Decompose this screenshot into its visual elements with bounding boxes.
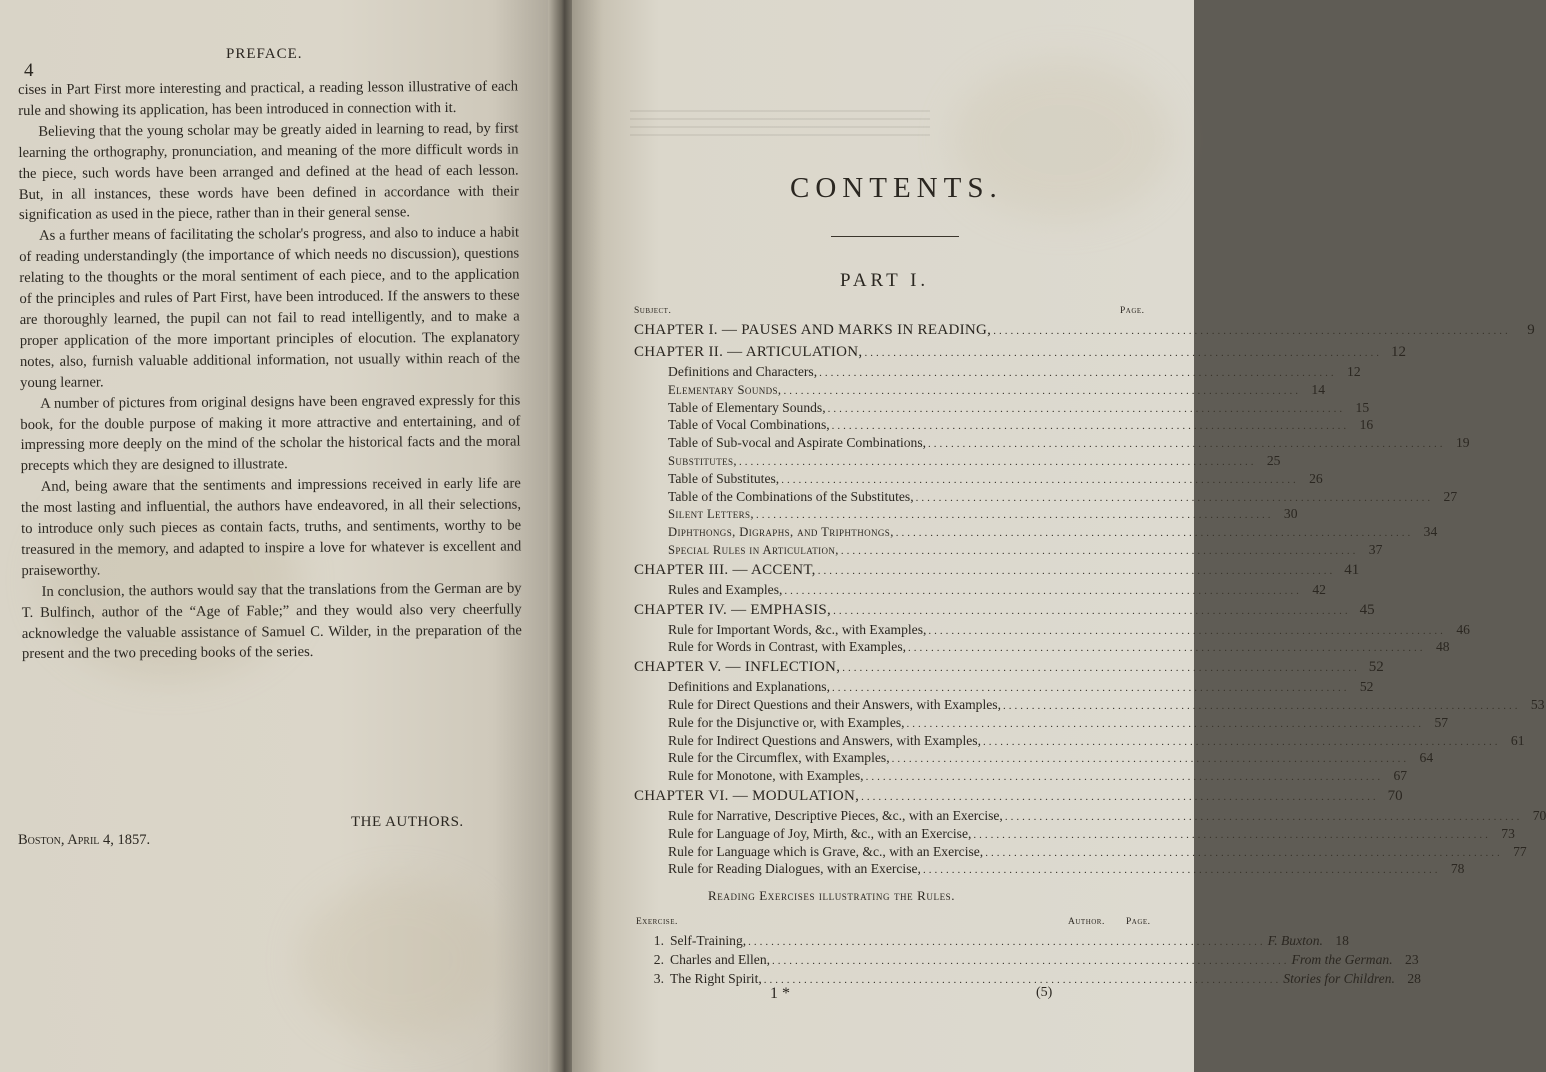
subject-column-label: Subject. [634,306,672,316]
toc-chapter [634,786,1403,808]
exercise-title: Self-Training, [670,933,747,948]
exercise-author: F. Buxton. [1267,933,1323,948]
dot-leader: .......................................................................................... [840,544,1359,557]
toc-entry-title: Rule for Language which is Grave, &c., with an Exercise, [668,843,984,859]
toc-entry [634,524,1438,542]
signature-mark: 1 * [770,985,790,1002]
exercise-page: 23 [1405,952,1419,967]
toc-entry-page: 42 [1312,581,1326,597]
toc-chapter [634,342,1406,364]
toc-entry [634,435,1470,453]
toc-entry-title: Definitions and Characters, [668,364,818,379]
toc-entry-title: Rule for Words in Contrast, with Examples, [668,639,907,655]
toc-entry-page: 78 [1450,861,1465,877]
toc-entry-page: 73 [1501,825,1515,841]
toc-entry-title: Rule for the Disjunctive or, with Examples, [668,714,905,730]
toc-entry [634,768,1408,786]
dot-leader: .......................................................................................... [819,367,1337,379]
toc-entry-title: Diphthongs, Digraphs, and Triphthongs, [668,525,894,540]
dot-leader: .......................................................................................... [784,584,1302,597]
toc-entry-title: Table of Sub-vocal and Aspirate Combinations, [668,435,927,451]
toc-chapter [634,560,1360,582]
exercise-author: Stories for Children. [1283,971,1395,986]
toc-entry-page: 57 [1434,714,1449,730]
folio: (5) [1036,985,1053,1000]
toc-entry-title: Table of Substitutes, [668,470,780,486]
toc-entry [634,861,1465,879]
dot-leader: .......................................................................................... [982,735,1501,748]
exercise-title: The Right Spirit, [670,971,762,986]
dot-leader: .......................................................................................... [772,955,1290,967]
toc-entry-title: Silent Letters, [668,507,754,522]
toc-entry-page: 53 [1530,696,1545,712]
dot-leader: .......................................................................................... [748,936,1266,948]
toc-entry [634,417,1374,435]
dot-leader: .......................................................................................... [906,717,1425,730]
toc-entry-title: Table of Vocal Combinations, [668,417,830,433]
toc-entry-title: Rule for Reading Dialogues, with an Exercise, [668,861,921,877]
dot-leader: .......................................................................................... [833,604,1351,617]
toc-chapter-page: 70 [1387,787,1403,804]
toc-entry-title: Rule for Important Words, &c., with Examples, [668,621,927,637]
toc-chapter [634,320,1535,342]
dot-leader: .......................................................................................... [842,662,1360,675]
exercise-row [640,970,1421,989]
toc-entry-title: Rule for Language of Joy, Mirth, &c., with an Exercise, [668,825,972,841]
exercise-column-label: Exercise. [636,917,678,927]
dot-leader: .......................................................................................... [817,564,1336,577]
exercise-row [640,951,1419,970]
toc-entry-title: Table of the Combinations of the Substitutes, [668,488,914,504]
exercise-list [640,932,1421,989]
dot-leader: .......................................................................................... [831,420,1350,433]
toc-chapter-page: 45 [1359,601,1375,618]
toc-entry-title: Elementary Sounds, [668,382,782,397]
toc-entry-page: 64 [1419,750,1434,766]
toc-entry-page: 16 [1359,417,1374,433]
toc-entry-page: 52 [1359,679,1374,695]
toc-entry [634,506,1298,524]
toc-entry-page: 37 [1368,541,1383,557]
dot-leader: .......................................................................................... [1004,810,1523,823]
dot-leader: .......................................................................................... [973,828,1491,841]
toc-entry-title: Rule for Narrative, Descriptive Pieces, &c., with an Exercise, [668,807,1003,823]
exercise-number: 3. [653,971,664,986]
toc-entry-page: 48 [1435,639,1450,655]
preface-paragraph: And, being aware that the sentiments and impressions received in early life are the most lasting and influential, the authors have endeavored, in all their selections, to introduce only such pieces as contain facts, truths, and sentiments, worthy to be treasured in the memory, and adapted to inspire a love for whatever is excellent and praiseworthy. [20,475,522,579]
exercise-page: 18 [1335,933,1349,948]
exercise-author: From the German. [1291,952,1393,967]
preface-paragraph: Believing that the young scholar may be greatly aided in learning to read, by first learning the orthography, pronunciation, and meaning of the more difficult words in the piece, such words have been arranged and defined at the head of each lesson. But, in all instances, these words have been defined in accordance with their signification as used in the piece, rather than in their general sense. [18,120,519,224]
page-number: 4 [24,60,34,81]
dot-leader: .......................................................................................... [763,974,1282,986]
toc-chapter [634,657,1384,679]
preface-body [18,77,522,666]
exercise-page: 28 [1407,971,1421,986]
running-head: PREFACE. [226,46,303,62]
dot-leader: .......................................................................................... [915,491,1434,504]
toc-entry-page: 25 [1266,452,1281,468]
title-rule [831,236,959,237]
dot-leader: .......................................................................................... [827,402,1346,415]
preface-paragraph: cises in Part First more interesting and practical, a reading lesson illustrative of each rule and showing its application, has been introduced in connection with it. [18,78,519,119]
toc-entry [634,364,1361,382]
dot-leader: .......................................................................................... [738,455,1257,468]
toc-entry [634,679,1374,697]
preface-paragraph: A number of pictures from original designs have been engraved expressly for this book, for the double purpose of making it more attractive and entertaining, and of impressing more deeply on the mind of the scholar the historical facts and the moral precepts which they are designed to illustrate. [20,392,521,475]
toc-entry-page: 27 [1443,488,1458,504]
toc-entry-page: 30 [1283,506,1298,522]
contents-title: CONTENTS. [790,172,1003,204]
toc-chapter-title: CHAPTER V. — INFLECTION, [634,659,841,676]
show-through-text [630,110,930,140]
dot-leader: .......................................................................................... [861,790,1379,803]
toc-entry [634,732,1525,751]
exercise-number: 1. [653,933,664,948]
toc-entry [634,750,1434,768]
toc-entry-page: 19 [1455,435,1470,451]
toc-entry-title: Special Rules in Articulation, [668,542,839,557]
toc-chapter-page: 52 [1368,659,1384,676]
toc-chapter-page: 9 [1527,322,1535,338]
toc-entry [634,452,1281,471]
dot-leader: .......................................................................................... [908,642,1426,655]
dot-leader: .......................................................................................... [928,624,1446,637]
dot-leader: .......................................................................................... [865,771,1384,784]
dot-leader: .......................................................................................... [1002,699,1521,712]
toc-entry-title: Rule for the Circumflex, with Examples, [668,750,890,766]
toc-chapter [634,600,1375,622]
toc-entry-page: 77 [1513,843,1527,859]
dot-leader: .......................................................................................... [928,438,1446,451]
toc-entry [634,696,1545,715]
toc-entry-page: 70 [1532,807,1546,823]
toc-chapter-title: CHAPTER III. — ACCENT, [634,561,816,578]
toc-entry [634,639,1450,657]
dot-leader: .......................................................................................... [864,347,1382,359]
toc-entry [634,714,1449,733]
dot-leader: .......................................................................................... [993,325,1511,337]
toc-entry-title: Substitutes, [668,453,737,468]
part-title: PART I. [840,270,930,291]
toc-entry [634,470,1323,489]
dot-leader: .......................................................................................... [781,473,1299,486]
toc-entry-page: 61 [1510,732,1525,748]
toc-entry-title: Rule for Indirect Questions and Answers, with Examples, [668,732,981,748]
toc-chapter-title: CHAPTER II. — ARTICULATION, [634,344,863,360]
toc-entry-title: Rule for Monotone, with Examples, [668,768,864,784]
toc-entry [634,825,1515,844]
toc-chapter-page: 12 [1390,344,1406,360]
toc-entry-page: 34 [1423,524,1438,540]
exercise-number: 2. [653,952,664,967]
exercise-title: Charles and Ellen, [670,952,771,967]
dot-leader: .......................................................................................... [783,384,1301,397]
toc-entry-title: Rules and Examples, [668,581,783,597]
toc-entry [634,488,1458,507]
exercise-row [640,932,1349,951]
dot-leader: .......................................................................................... [831,682,1350,695]
preface-paragraph: In conclusion, the authors would say that the translations from the German are by T. Bulfinch, author of the “Age of Fable;” and they would also very cheerfully acknowledge the valuable assistance of Samuel C. Wilder, in the preparation of the present and the two preceding books of the series. [21,580,522,663]
page-column-label: Page. [1120,306,1145,316]
toc-entry-title: Rule for Direct Questions and their Answers, with Examples, [668,696,1001,712]
dot-leader: .......................................................................................... [985,846,1503,859]
dot-leader: .......................................................................................... [922,864,1441,877]
toc-entry [634,541,1383,560]
toc-entry [634,807,1546,826]
toc-entry [634,581,1326,600]
toc-entry-page: 46 [1456,621,1470,637]
toc-entry-page: 67 [1393,768,1408,784]
toc-entry-page: 15 [1355,399,1370,415]
table-of-contents [634,320,1546,879]
toc-chapter-title: CHAPTER IV. — EMPHASIS, [634,601,832,618]
dot-leader: .......................................................................................... [755,509,1274,522]
toc-entry [634,399,1370,418]
exercise-page-column-label: Page. [1126,917,1151,927]
toc-entry-title: Definitions and Explanations, [668,679,830,695]
toc-chapter-title: CHAPTER I. — PAUSES AND MARKS IN READING, [634,322,992,338]
dateline: Boston, April 4, 1857. [18,832,151,848]
toc-chapter-title: CHAPTER VI. — MODULATION, [634,787,860,804]
toc-entry-page: 12 [1347,364,1361,379]
left-page [0,0,560,1072]
preface-paragraph: As a further means of facilitating the scholar's progress, and also to induce a habit of reading understandingly (the importance of which needs no discussion), questions relating to the thoughts or the moral sentiment of each piece, and to the application of the principles and rules of Part First, have been introduced. If the answers to these are thoroughly learned, the pupil can not fail to read intelligently, and to make a proper application of the more important principles of elocution. The explanatory notes, also, furnish valuable additional information, not usually within reach of the young learner. [19,224,521,391]
dot-leader: .......................................................................................... [895,527,1414,540]
dot-leader: .......................................................................................... [891,753,1410,766]
toc-entry-page: 26 [1309,470,1323,486]
author-column-label: Author. [1068,917,1105,927]
signature: THE AUTHORS. [351,814,464,830]
toc-entry [634,621,1470,640]
toc-entry [634,843,1527,862]
toc-entry [634,381,1325,400]
toc-entry-page: 14 [1311,381,1325,397]
toc-chapter-page: 41 [1344,561,1360,578]
exercises-heading: Reading Exercises illustrating the Rules. [708,888,956,903]
toc-entry-title: Table of Elementary Sounds, [668,399,826,415]
